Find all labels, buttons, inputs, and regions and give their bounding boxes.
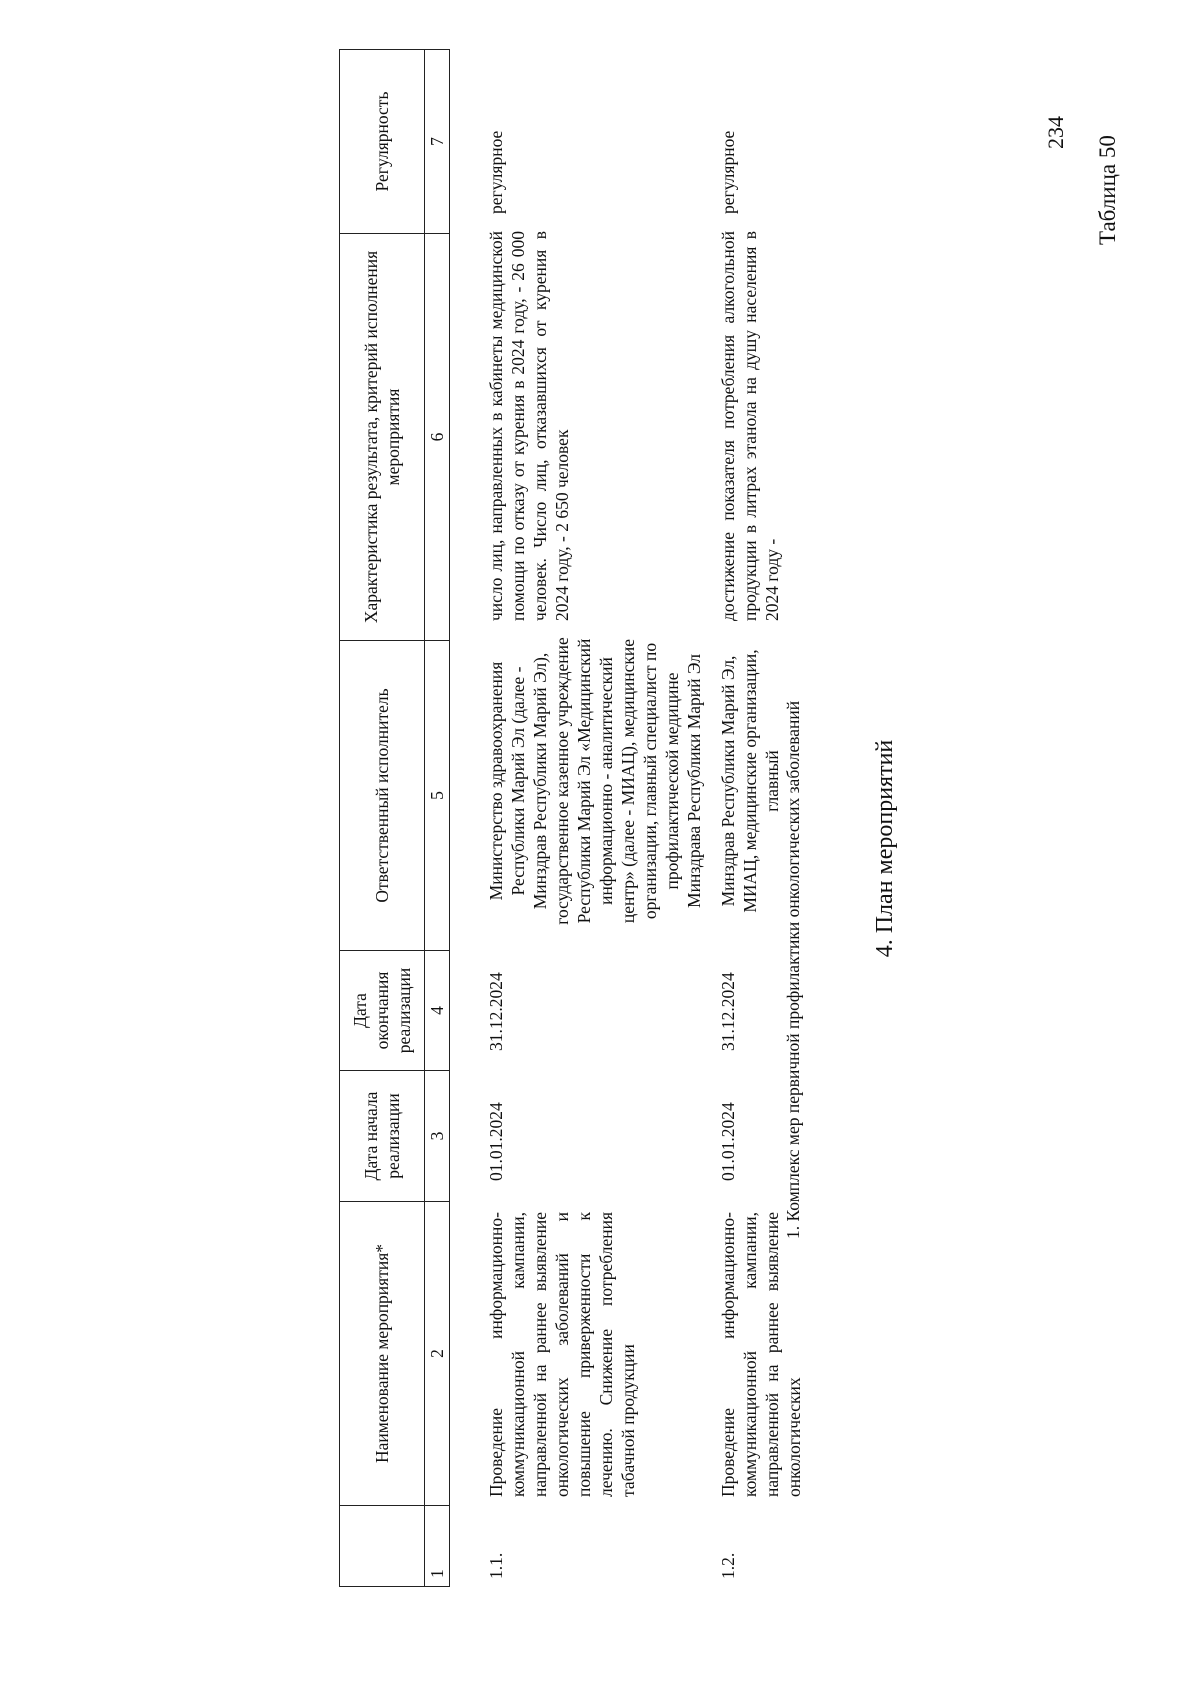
header-result: Характеристика результата, критерий исполнения мероприятия — [340, 234, 425, 641]
header-num — [340, 1506, 425, 1587]
end-date: 31.12.2024 — [486, 972, 506, 1051]
column-number: 1 — [425, 1506, 450, 1587]
column-number: 3 — [425, 1071, 450, 1202]
result-criteria: достижение показателя потребления алкогольной продукции в литрах этанола на душу населения в 2024 году - — [718, 231, 782, 621]
table-caption: Таблица 50 — [1095, 135, 1120, 245]
plan-table-header — [339, 49, 450, 1587]
header-name: Наименование мероприятия* — [340, 1202, 425, 1506]
activity-name: Проведение информационно-коммуникационной кампании, направленной на раннее выявление онкологических заболеваний и повышение приверженности к лечению. Снижение потребления табачной продукции — [486, 1212, 638, 1497]
responsible-executor: Минздрав Республики Марий Эл, МИАЦ, медицинские организации, главный — [718, 649, 782, 913]
section-title: 4. План мероприятий — [872, 739, 898, 958]
column-number: 7 — [425, 50, 450, 234]
end-date: 31.12.2024 — [718, 972, 738, 1051]
row-number: 1.2. — [718, 1552, 738, 1579]
header-regularity: Регулярность — [340, 50, 425, 234]
regularity: регулярное — [486, 130, 506, 214]
row-number: 1.1. — [486, 1552, 506, 1579]
start-date: 01.01.2024 — [718, 1102, 738, 1181]
header-start-date: Дата начала реализации — [340, 1071, 425, 1202]
header-row — [340, 50, 425, 1587]
column-number: 6 — [425, 234, 450, 641]
section-label: 1. Комплекс мер первичной профилактики онкологических заболеваний — [783, 700, 803, 1239]
activity-name: Проведение информационно-коммуникационной кампании, направленной на раннее выявление онкологических — [718, 1212, 804, 1497]
regularity: регулярное — [718, 130, 738, 214]
result-criteria: число лиц, направленных в кабинеты медицинской помощи по отказу от курения в 2024 году, - 26 000 человек. Число лиц, отказавшихся от курения в 2024 году, - 2 650 человек — [486, 231, 572, 621]
start-date: 01.01.2024 — [486, 1102, 506, 1181]
column-number-row — [425, 50, 450, 1587]
column-number: 5 — [425, 641, 450, 951]
column-number: 4 — [425, 951, 450, 1071]
header-responsible: Ответственный исполнитель — [340, 641, 425, 951]
page-number: 234 — [1043, 116, 1068, 149]
column-number: 2 — [425, 1202, 450, 1506]
responsible-executor: Министерство здравоохранения Республики Марий Эл (далее - Минздрав Республики Марий Эл), государственное казенное учреждение Республики Марий Эл «Медицинский информационно - аналитический центр» (далее - МИАЦ), медицинские организации, главный специалист по профилактической медицине Минздрава Республики Марий Эл — [486, 637, 704, 925]
header-end-date: Дата окончания реализации — [340, 951, 425, 1071]
